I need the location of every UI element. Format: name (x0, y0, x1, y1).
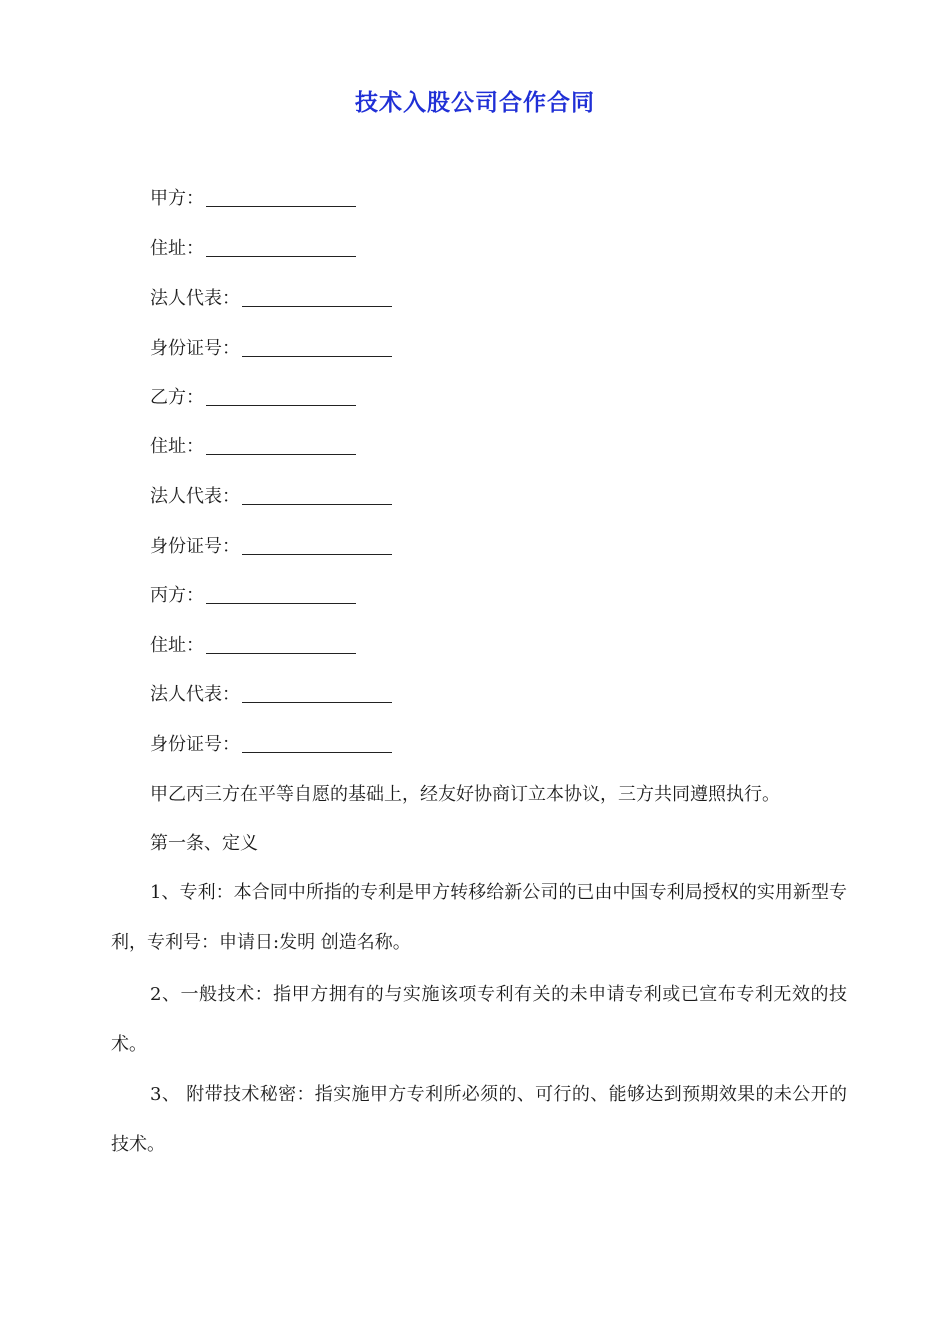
party-a-rep-label: 法人代表： (150, 288, 240, 309)
party-c-rep-field (150, 682, 392, 708)
party-b-address-blank (206, 434, 356, 455)
clause-3-paragraph: 3、 附带技术秘密：指实施甲方专利所必须的、可行的、能够达到预期效果的未公开的技术。 (111, 1084, 847, 1155)
party-a-address-field (150, 236, 356, 262)
party-a-name-field (150, 186, 356, 212)
party-a-id-field (150, 336, 392, 362)
party-c-name-blank (206, 583, 356, 604)
party-c-rep-label: 法人代表： (150, 684, 240, 705)
party-a-name-blank (206, 186, 356, 207)
party-a-address-blank (206, 236, 356, 257)
party-b-address-label: 住址： (150, 436, 204, 457)
intro-paragraph: 甲乙丙三方在平等自愿的基础上，经友好协商订立本协议，三方共同遵照执行。 (150, 784, 780, 805)
party-a-id-label: 身份证号： (150, 338, 240, 359)
party-c-address-field (150, 633, 356, 659)
party-b-rep-blank (242, 484, 392, 505)
party-c-address-label: 住址： (150, 635, 204, 656)
party-b-name-label: 乙方： (150, 387, 204, 408)
party-b-name-blank (206, 385, 356, 406)
party-c-name-label: 丙方： (150, 585, 204, 606)
party-a-rep-field (150, 286, 392, 312)
party-a-rep-blank (242, 286, 392, 307)
party-c-rep-blank (242, 682, 392, 703)
party-b-rep-label: 法人代表： (150, 486, 240, 507)
article-1-heading: 第一条、定义 (150, 833, 258, 854)
party-a-address-label: 住址： (150, 238, 204, 259)
party-a-name-label: 甲方： (150, 188, 204, 209)
party-b-address-field (150, 434, 356, 460)
document-title: 技术入股公司合作合同 (355, 90, 595, 116)
party-c-name-field (150, 583, 356, 609)
clause-1-paragraph: 1、专利：本合同中所指的专利是甲方转移给新公司的已由中国专利局授权的实用新型专利，专利号：申请日:发明 创造名称。 (111, 882, 847, 953)
party-b-id-field (150, 534, 392, 560)
party-b-rep-field (150, 484, 392, 510)
party-c-address-blank (206, 633, 356, 654)
party-b-id-blank (242, 534, 392, 555)
party-c-id-label: 身份证号： (150, 734, 240, 755)
party-b-id-label: 身份证号： (150, 536, 240, 557)
clause-2-paragraph: 2、一般技术：指甲方拥有的与实施该项专利有关的未申请专利或已宣布专利无效的技术。 (111, 984, 847, 1055)
party-a-id-blank (242, 336, 392, 357)
party-c-id-blank (242, 732, 392, 753)
party-b-name-field (150, 385, 356, 411)
party-c-id-field (150, 732, 392, 758)
